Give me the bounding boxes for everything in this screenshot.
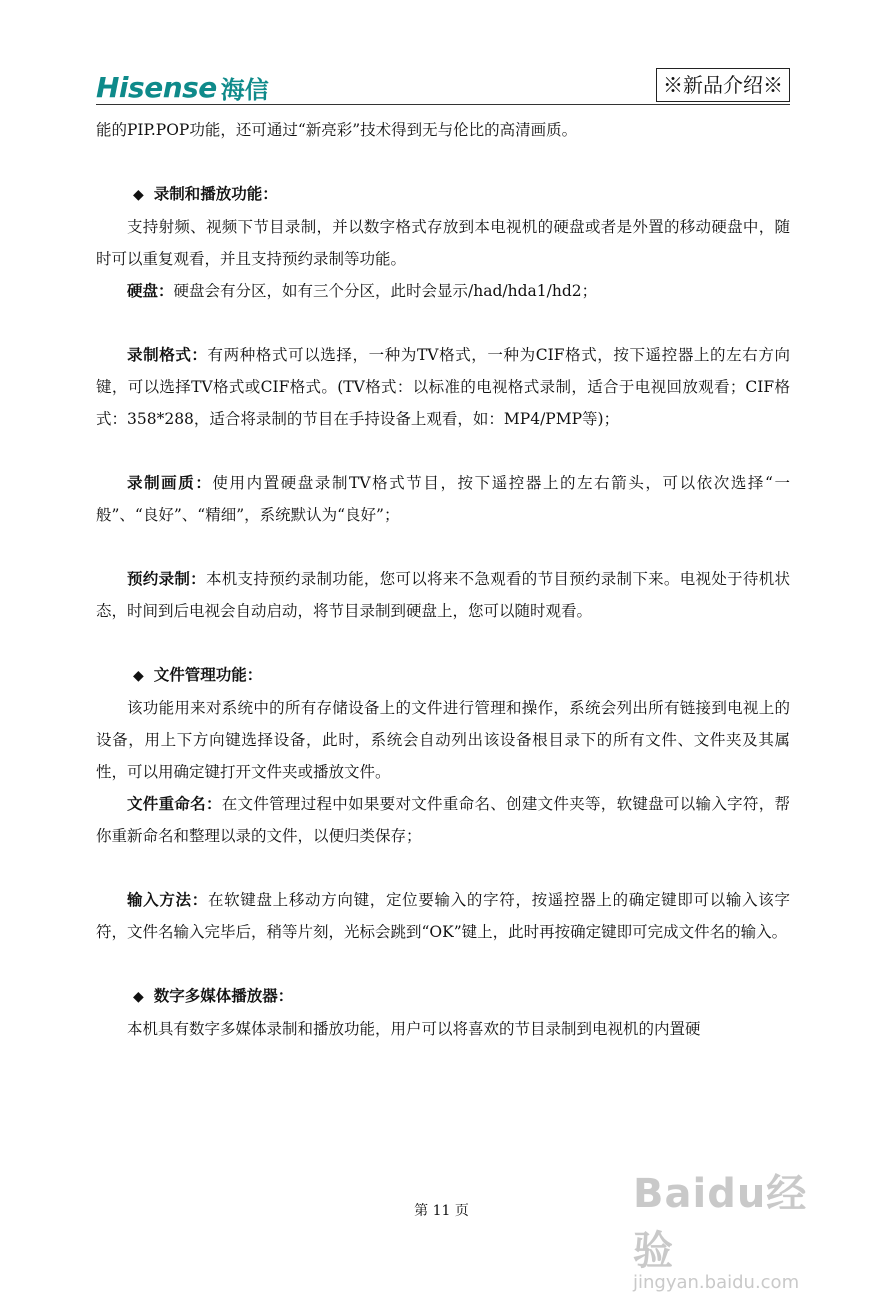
section-heading-file-management: ◆ 文件管理功能： (133, 665, 263, 684)
paragraph-disk: 硬盘：硬盘会有分区，如有三个分区，此时会显示/had/hda1/hd2； (127, 281, 598, 300)
term-rename: 文件重命名： (127, 794, 222, 813)
diamond-bullet-icon: ◆ (133, 668, 144, 684)
term-input: 输入方法： (127, 890, 208, 909)
diamond-bullet-icon: ◆ (133, 187, 144, 203)
logo-text-en: Hisense (96, 70, 217, 104)
paragraph-rename: 文件重命名：在文件管理过程中如果要对文件重命名、创建文件夹等，软键盘可以输入字符，帮你重新命名和整理以录的文件，以便归类保存； (96, 794, 790, 845)
watermark-url: jingyan.baidu.com (633, 1272, 800, 1293)
section-tag: ※新品介绍※ (656, 68, 790, 102)
section-heading-recording: ◆ 录制和播放功能： (133, 184, 278, 203)
term-disk: 硬盘： (127, 281, 174, 300)
logo-text-cn: 海信 (220, 75, 269, 104)
document-body (96, 114, 790, 1045)
paragraph-file-management: 该功能用来对系统中的所有存储设备上的文件进行管理和操作，系统会列出所有链接到电视上的设备，用上下方向键选择设备，此时，系统会自动列出该设备根目录下的所有文件、文件夹及其属性，可以用确定键打开文件夹或播放文件。 (96, 699, 790, 781)
hisense-logo (96, 72, 269, 102)
diamond-bullet-icon: ◆ (133, 989, 144, 1005)
section-heading-media-player: ◆ 数字多媒体播放器： (133, 986, 294, 1005)
term-schedule: 预约录制： (127, 569, 206, 588)
page-header (96, 68, 790, 104)
paragraph-media-player: 本机具有数字多媒体录制和播放功能，用户可以将喜欢的节目录制到电视机的内置硬 (127, 1020, 701, 1038)
watermark-brand: Baidu经验 (633, 1171, 808, 1274)
paragraph-continuation: 能的PIP.POP功能，还可通过“新亮彩”技术得到无与伦比的高清画质。 (96, 121, 578, 139)
paragraph-recording: 支持射频、视频下节目录制，并以数字格式存放到本电视机的硬盘或者是外置的移动硬盘中，随时可以重复观看，并且支持预约录制等功能。 (96, 218, 790, 268)
paragraph-schedule: 预约录制：本机支持预约录制功能，您可以将来不急观看的节目预约录制下来。电视处于待机状态，时间到后电视会自动启动，将节目录制到硬盘上，您可以随时观看。 (96, 569, 790, 620)
header-divider (96, 104, 790, 105)
term-format: 录制格式： (127, 345, 208, 364)
paragraph-quality: 录制画质：使用内置硬盘录制TV格式节目，按下遥控器上的左右箭头，可以依次选择“一般”、“良好”、“精细”，系统默认为“良好”； (96, 473, 790, 524)
paragraph-format: 录制格式：有两种格式可以选择，一种为TV格式，一种为CIF格式，按下遥控器上的左右方向键，可以选择TV格式或CIF格式。(TV格式：以标准的电视格式录制，适合于电视回放观看；CIF格式：358*288，适合将录制的节目在手持设备上观看，如：MP4/PMP等)； (96, 345, 790, 428)
paragraph-input: 输入方法：在软键盘上移动方向键，定位要输入的字符，按遥控器上的确定键即可以输入该字符，文件名输入完毕后，稍等片刻，光标会跳到“OK”键上，此时再按确定键即可完成文件名的输入。 (96, 890, 790, 941)
page-number: 第 11 页 (414, 1203, 469, 1219)
term-quality: 录制画质： (127, 473, 213, 492)
baidu-watermark (633, 1162, 843, 1293)
